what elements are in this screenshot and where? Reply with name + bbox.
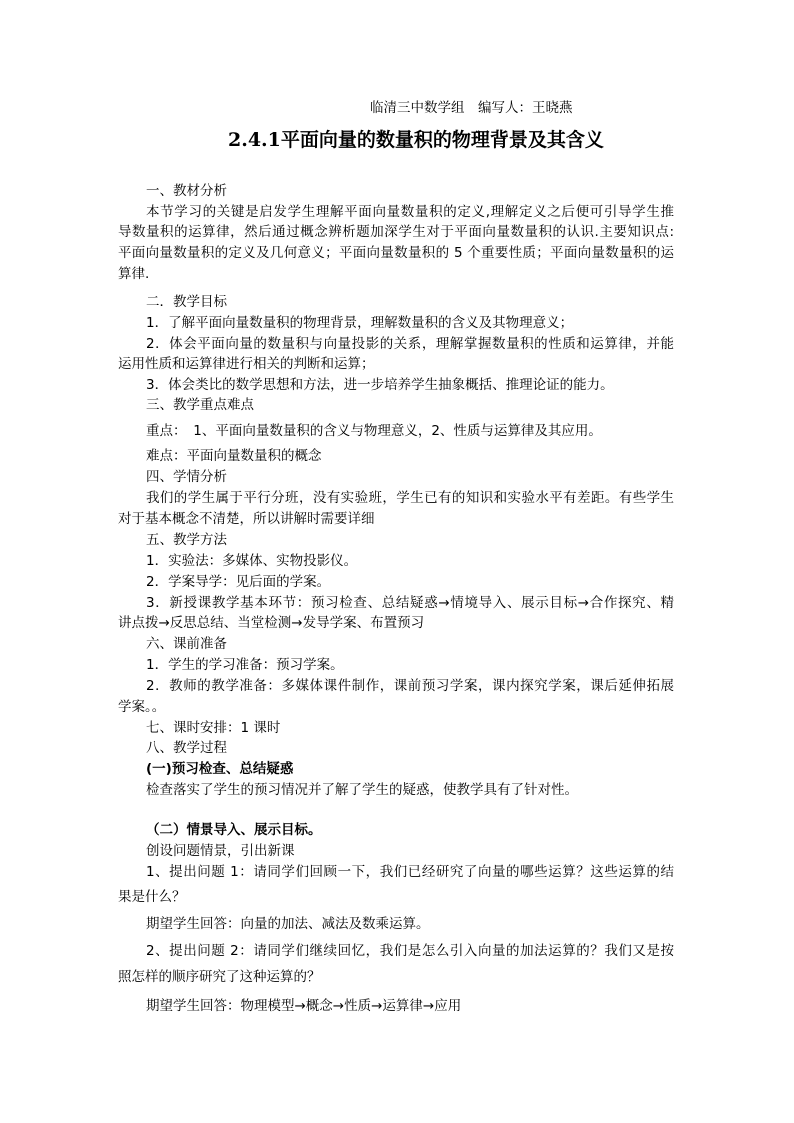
list-item: 3．体会类比的数学思想和方法，进一步培养学生抽象概括、推理论证的能力。 (146, 377, 614, 393)
section-heading-schedule: 七、课时安排：1 课时 (146, 720, 281, 736)
section-heading-teaching-goals: 二．教学目标 (146, 294, 227, 310)
list-item-continuation: 学案。。 (118, 699, 166, 715)
question-line: 2、提出问题 2：请同学们继续回忆，我们是怎么引入向量的加法运算的？我们又是按 (146, 943, 674, 959)
list-item: 3．新授课教学基本环节：预习检查、总结疑惑→情境导入、展示目标→合作探究、精 (146, 595, 674, 611)
difficulty-text: 难点：平面向量数量积的概念 (146, 448, 322, 464)
paragraph-line: 算律. (118, 266, 150, 282)
paragraph-line: 本节学习的关键是启发学生理解平面向量数量积的定义,理解定义之后便可引导学生推 (146, 204, 674, 220)
section-heading-student-analysis: 四、学情分析 (146, 469, 227, 485)
list-item: 2．学案导学：见后面的学案。 (146, 574, 331, 590)
subsection-heading-preview: (一)预习检查、总结疑惑 (146, 761, 294, 777)
question-line: 果是什么？ (118, 889, 186, 905)
subsection-heading-introduction: （二）情景导入、展示目标。 (146, 822, 322, 838)
paragraph-line: 平面向量数量积的定义及几何意义；平面向量数量积的 5 个重要性质；平面向量数量积的运 (118, 245, 674, 261)
paragraph-line: 我们的学生属于平行分班，没有实验班，学生已有的知识和实验水平有差距。有些学生 (146, 490, 674, 506)
list-item: 1．学生的学习准备：预习学案。 (146, 657, 344, 673)
list-item: 1．实验法：多媒体、实物投影仪。 (146, 553, 358, 569)
paragraph-line: 创设问题情景，引出新课 (146, 843, 295, 859)
document-header: 临清三中数学组 编写人：王晓燕 (370, 100, 573, 116)
section-heading-process: 八、教学过程 (146, 740, 227, 756)
key-point-text: 重点： 1、平面向量数量积的含义与物理意义，2、性质与运算律及其应用。 (146, 423, 602, 439)
section-heading-teaching-methods: 五、教学方法 (146, 532, 227, 548)
list-item-continuation: 讲点拨→反思总结、当堂检测→发导学案、布置预习 (118, 615, 425, 631)
list-item: 2．体会平面向量的数量积与向量投影的关系，理解掌握数量积的性质和运算律，并能 (146, 336, 674, 352)
list-item: 2．教师的教学准备：多媒体课件制作，课前预习学案，课内探究学案，课后延伸拓展 (146, 678, 674, 694)
expected-answer: 期望学生回答：向量的加法、减法及数乘运算。 (146, 916, 430, 932)
question-line: 1、提出问题 1：请同学们回顾一下，我们已经研究了向量的哪些运算？这些运算的结 (146, 864, 674, 880)
section-heading-textbook-analysis: 一、教材分析 (146, 183, 227, 199)
list-item: 1．了解平面向量数量积的物理背景，理解数量积的含义及其物理意义； (146, 315, 574, 331)
paragraph-line: 导数量积的运算律，然后通过概念辨析题加深学生对于平面向量数量积的认识.主要知识点: (118, 224, 674, 240)
question-line: 照怎样的顺序研究了这种运算的？ (118, 969, 321, 985)
list-item-continuation: 运用性质和运算律进行相关的判断和运算； (118, 356, 375, 372)
expected-answer: 期望学生回答：物理模型→概念→性质→运算律→应用 (146, 998, 462, 1014)
paragraph-line: 检查落实了学生的预习情况并了解了学生的疑惑，使教学具有了针对性。 (146, 782, 578, 798)
paragraph-line: 对于基本概念不清楚，所以讲解时需要详细 (118, 511, 375, 527)
section-heading-key-points: 三、教学重点难点 (146, 397, 254, 413)
document-title: 2.4.1平面向量的数量积的物理背景及其含义 (228, 129, 604, 151)
section-heading-preparation: 六、课前准备 (146, 636, 227, 652)
